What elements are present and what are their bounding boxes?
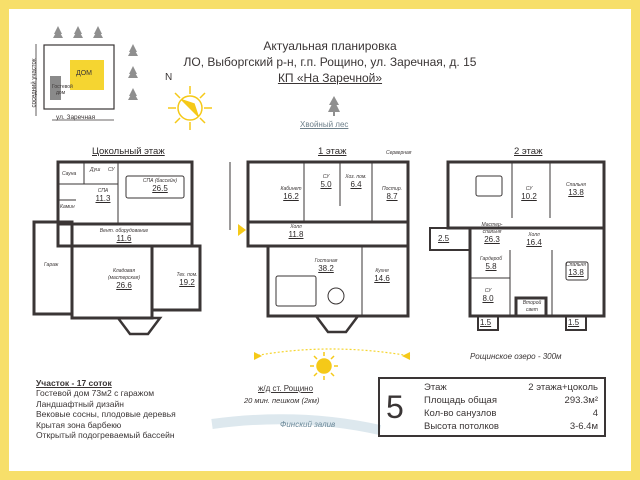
sun-arrow-left-icon <box>254 352 262 360</box>
sun-arrow-right-icon <box>402 352 410 360</box>
street-label: ул. Заречная <box>56 114 96 121</box>
room-second-light: Второй свет <box>522 300 542 313</box>
plot-line: Гостевой дом 73м2 с гаражом <box>36 388 155 399</box>
room-ventilation: Вент. оборудование 11.6 <box>99 228 149 243</box>
room-hall-first: Холл 11.8 <box>288 224 304 239</box>
walk-label: 20 мин. пешком (2км) <box>244 396 320 405</box>
room-shower: Душ <box>90 167 101 173</box>
stats-row-bathrooms: Кол-во санузлов 4 <box>424 408 598 419</box>
room-living: Гостиная 38.2 <box>314 258 338 273</box>
neighbor-label: соседний участок <box>31 58 38 108</box>
room-utility: Хоз. пом. 6.4 <box>345 174 367 189</box>
stats-box <box>378 377 606 437</box>
balcony-right-area: 1.5 <box>568 318 580 327</box>
room-kitchen: Кухня 14.6 <box>374 268 390 283</box>
plot-info <box>36 378 176 440</box>
plot-heading: Участок - 17 соток <box>36 378 112 388</box>
balcony-area: 2.5 <box>438 234 450 243</box>
room-tech: Тех. пом. 19.2 <box>176 272 198 287</box>
stats-row-ceiling: Высота потолков 3-6.4м <box>424 421 598 432</box>
room-server: Серверная <box>386 150 412 156</box>
room-wc-first: СУ 5.0 <box>320 174 332 189</box>
sun-icon <box>310 352 338 380</box>
first-floor-title: 1 этаж <box>318 146 347 157</box>
room-wc-second: СУ 10.2 <box>521 186 537 201</box>
forest-label: Хвойный лес <box>300 120 349 129</box>
guest-label-2: дом <box>56 90 66 96</box>
gulf-label: Финский залив <box>280 420 336 429</box>
station-label: ж/д ст. Рощино <box>258 384 314 393</box>
room-bedroom-2: Спальня 13.8 <box>566 262 586 277</box>
room-wardrobe: Гардероб 5.8 <box>479 256 503 271</box>
room-pool: СПА (бассейн) 26.5 <box>142 178 178 193</box>
basement-title: Цокольный этаж <box>92 146 165 157</box>
room-fireplace: Камин <box>60 204 75 210</box>
room-bedroom-1: Спальня 13.8 <box>566 182 586 197</box>
house-label: ДОМ <box>76 70 93 77</box>
sun-path <box>254 349 410 356</box>
room-office: Кабинет 16.2 <box>280 186 302 201</box>
room-storage: Кладовая (мастерская) 26.6 <box>107 268 141 290</box>
title-line-2: ЛО, Выборгский р-н, г.п. Рощино, ул. Заречная, д. 15 <box>183 55 477 69</box>
entrance-icon <box>238 224 246 236</box>
room-spa: СПА 11.3 <box>95 188 111 203</box>
title-line-1: Актуальная планировка <box>263 39 397 53</box>
room-master-bedroom: Мастер-спальня 26.3 <box>481 222 503 244</box>
second-floor-title: 2 этаж <box>514 146 543 157</box>
guest-label-1: Гостевой <box>52 84 73 90</box>
north-label: N <box>165 72 173 83</box>
compass-sun-icon <box>168 86 212 130</box>
plot-line: Ландшафтный дизайн <box>36 398 124 409</box>
balcony-left-area: 1.5 <box>480 318 492 327</box>
plot-line: Крытая зона барбекю <box>36 419 122 430</box>
basement-inner <box>58 162 184 224</box>
stats-number: 5 <box>386 389 404 425</box>
stats-row-area: Площадь общая 293.3м² <box>424 395 598 406</box>
room-laundry: Постир. 8.7 <box>381 186 403 201</box>
village-name: КП «На Заречной» <box>277 71 383 85</box>
room-garage: Гараж <box>44 262 59 268</box>
room-sauna: Сауна <box>62 171 77 177</box>
lake-label: Рощинское озеро - 300м <box>470 352 562 361</box>
room-wc-basement: СУ <box>108 167 115 173</box>
room-wc-second-2: СУ 8.0 <box>482 288 494 303</box>
plot-line: Открытый подогреваемый бассейн <box>36 430 175 441</box>
plot-line: Вековые сосны, плодовые деревья <box>36 409 176 420</box>
room-hall-second: Холл 16.4 <box>526 232 542 247</box>
stats-row-floors: Этаж 2 этажа+цоколь <box>424 382 598 393</box>
